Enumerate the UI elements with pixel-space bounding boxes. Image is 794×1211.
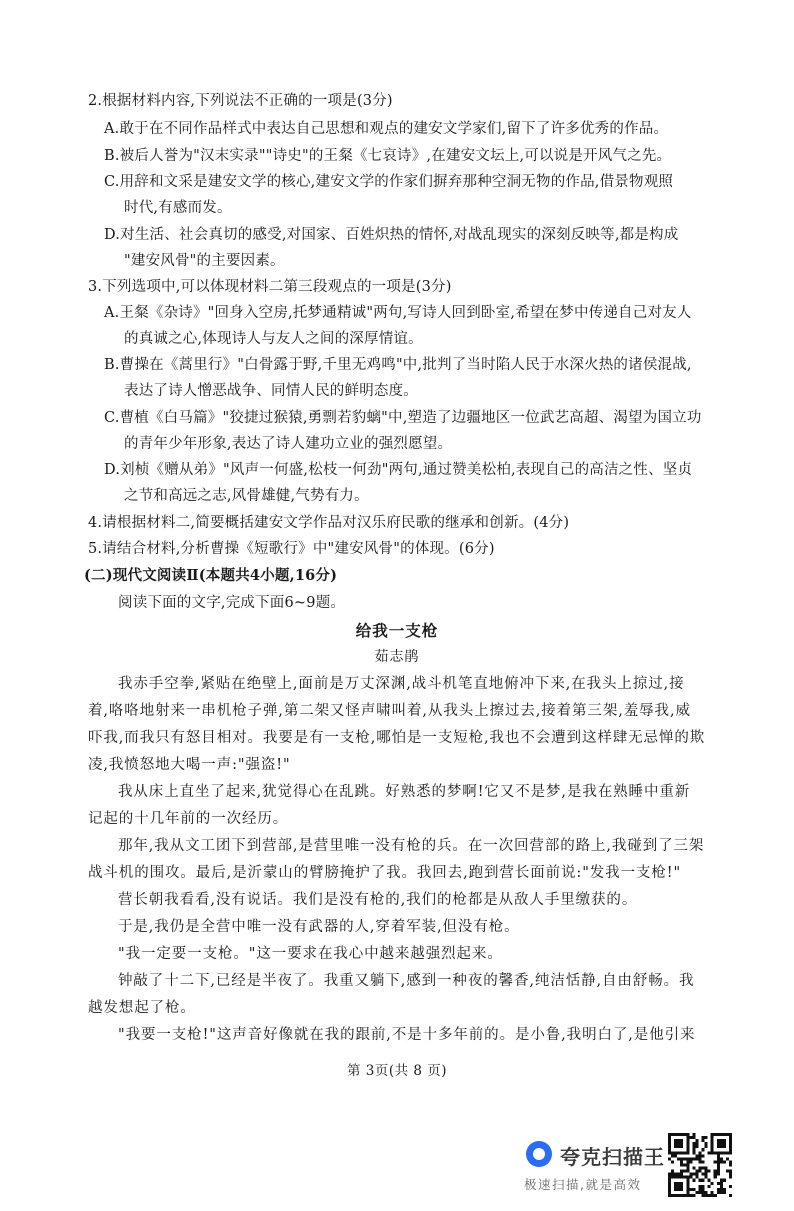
quark-logo-icon — [526, 1141, 552, 1167]
question-3-option-d: D.刘桢《赠从弟》"风声一何盛,松枝一何劲"两句,通过赞美松柏,表现自己的高洁之性、坚贞 — [104, 462, 693, 478]
story-paragraph-line: 我赤手空拳,紧贴在绝壁上,面前是万丈深渊,战斗机笔直地俯冲下来,在我头上掠过,接 — [118, 676, 685, 692]
story-paragraph-line: 营长朝我看看,没有说话。我们是没有枪的,我们的枪都是从敌人手里缴获的。 — [118, 892, 638, 908]
story-paragraph-line: "我要一支枪!"这声音好像就在我的跟前,不是十多年前的。是小鲁,我明白了,是他引来 — [118, 1027, 696, 1043]
question-3-option-b: B.曹操在《蒿里行》"白骨露于野,千里无鸡鸣"中,批判了当时陷人民于水深火热的诸侯混战, — [104, 357, 692, 373]
question-3-option-c-cont: 的青年少年形象,表达了诗人建功立业的强烈愿望。 — [124, 436, 453, 452]
question-2-option-b: B.被后人誉为"汉末实录""诗史"的王粲《七哀诗》,在建安文坛上,可以说是开风气之先。 — [104, 148, 672, 164]
story-paragraph-line: 越发想起了枪。 — [88, 1000, 196, 1016]
watermark-brand: 夸克扫描王 — [560, 1145, 665, 1169]
watermark-slogan: 极速扫描,就是高效 — [524, 1177, 642, 1192]
question-4: 4.请根据材料二,简要概括建安文学作品对汉乐府民歌的继承和创新。(4分) — [88, 515, 570, 531]
story-title: 给我一支枪 — [355, 621, 439, 640]
question-3-option-d-cont: 之节和高远之志,风骨雄健,气势有力。 — [124, 488, 369, 504]
story-paragraph-line: 记起的十几年前的一次经历。 — [88, 811, 289, 827]
story-paragraph-line: 着,咯咯地射来一串机枪子弹,第二架又怪声啸叫着,从我头上擦过去,接着第三架,羞辱我,威 — [88, 703, 691, 719]
story-paragraph-line: 战斗机的围攻。最后,是沂蒙山的臂膀掩护了我。我回去,跑到营长面前说:"发我一支枪!" — [88, 865, 682, 881]
question-3-option-b-cont: 表达了诗人憎恶战争、同情人民的鲜明态度。 — [124, 383, 418, 399]
story-paragraph-line: 那年,我从文工团下到营部,是营里唯一没有枪的兵。在一次回营部的路上,我碰到了三架 — [118, 838, 705, 854]
question-3-option-a: A.王粲《杂诗》"回身入空房,托梦通精诚"两句,写诗人回到卧室,希望在梦中传递自己对友人 — [104, 305, 692, 321]
story-paragraph-line: 我从床上直坐了起来,犹觉得心在乱跳。好熟悉的梦啊!它又不是梦,是我在熟睡中重新 — [118, 784, 691, 800]
question-2-stem: 2.根据材料内容,下列说法不正确的一项是(3分) — [88, 93, 393, 109]
question-2-option-d-cont: "建安风骨"的主要因素。 — [124, 253, 285, 269]
section-heading: (二)现代文阅读Ⅱ(本题共4小题,16分) — [84, 567, 338, 584]
story-author: 茹志鹃 — [374, 649, 420, 665]
story-paragraph-line: 于是,我仍是全营中唯一没有武器的人,穿着军装,但没有枪。 — [118, 919, 520, 935]
question-3-stem: 3.下列选项中,可以体现材料二第三段观点的一项是(3分) — [88, 279, 452, 295]
question-2-option-d: D.对生活、社会真切的感受,对国家、百姓炽热的情怀,对战乱现实的深刻反映等,都是构成 — [104, 227, 679, 243]
story-paragraph-line: 吓我,而我只有怒目相对。我要是有一支枪,哪怕是一支短枪,我也不会遭到这样肆无忌惮的欺 — [88, 730, 706, 746]
question-2-option-c: C.用辞和文采是建安文学的核心,建安文学的作家们摒弃那种空洞无物的作品,借景物观照 — [104, 174, 674, 190]
question-2-option-c-cont: 时代,有感而发。 — [124, 200, 232, 216]
story-paragraph-line: 凌,我愤怒地大喝一声:"强盗!" — [88, 757, 291, 773]
page-number: 第 3页(共 8 页) — [346, 1063, 448, 1079]
section-instruction: 阅读下面的文字,完成下面6~9题。 — [118, 595, 346, 611]
question-2-option-a: A.敢于在不同作品样式中表达自己思想和观点的建安文学家们,留下了许多优秀的作品。 — [104, 121, 669, 137]
question-3-option-c: C.曹植《白马篇》"狡捷过猴猿,勇剽若豹螭"中,塑造了边疆地区一位武艺高超、渴望为国立功 — [104, 410, 702, 426]
question-3-option-a-cont: 的真诚之心,体现诗人与友人之间的深厚情谊。 — [124, 331, 423, 347]
story-paragraph-line: "我一定要一支枪。"这一要求在我心中越来越强烈起来。 — [118, 946, 503, 962]
question-5: 5.请结合材料,分析曹操《短歌行》中"建安风骨"的体现。(6分) — [88, 541, 495, 557]
qr-code-icon — [668, 1133, 732, 1197]
story-paragraph-line: 钟敲了十二下,已经是半夜了。我重又躺下,感到一种夜的馨香,纯洁恬静,自由舒畅。我 — [118, 973, 695, 989]
scanner-watermark — [520, 1133, 740, 1199]
